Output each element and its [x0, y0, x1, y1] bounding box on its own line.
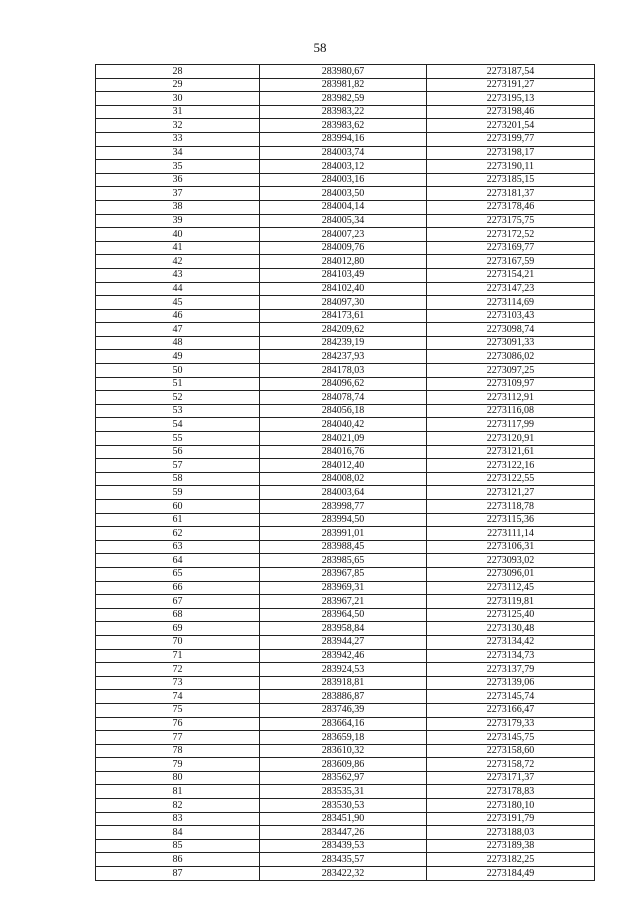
y-coordinate-cell: 2273184,49 [427, 867, 595, 881]
table-row [96, 432, 595, 446]
x-coordinate-cell: 284237,93 [260, 350, 427, 364]
y-coordinate-cell: 2273191,79 [427, 812, 595, 826]
table-row [96, 377, 595, 391]
point-number-cell: 75 [96, 703, 260, 717]
table-row [96, 119, 595, 133]
y-coordinate-cell: 2273134,42 [427, 635, 595, 649]
x-coordinate-cell: 284012,80 [260, 255, 427, 269]
y-coordinate-cell: 2273190,11 [427, 160, 595, 174]
x-coordinate-cell: 284239,19 [260, 336, 427, 350]
y-coordinate-cell: 2273112,45 [427, 581, 595, 595]
table-row [96, 581, 595, 595]
y-coordinate-cell: 2273137,79 [427, 663, 595, 677]
x-coordinate-cell: 283918,81 [260, 676, 427, 690]
x-coordinate-cell: 284178,03 [260, 364, 427, 378]
point-number-cell: 64 [96, 554, 260, 568]
table-row [96, 554, 595, 568]
x-coordinate-cell: 284003,16 [260, 173, 427, 187]
x-coordinate-cell: 284012,40 [260, 459, 427, 473]
table-row [96, 132, 595, 146]
x-coordinate-cell: 283983,22 [260, 105, 427, 119]
y-coordinate-cell: 2273096,01 [427, 567, 595, 581]
x-coordinate-cell: 284003,50 [260, 187, 427, 201]
table-row [96, 567, 595, 581]
y-coordinate-cell: 2273106,31 [427, 540, 595, 554]
point-number-cell: 68 [96, 608, 260, 622]
point-number-cell: 49 [96, 350, 260, 364]
table-row [96, 78, 595, 92]
y-coordinate-cell: 2273091,33 [427, 336, 595, 350]
y-coordinate-cell: 2273178,46 [427, 200, 595, 214]
table-row [96, 527, 595, 541]
x-coordinate-cell: 284173,61 [260, 309, 427, 323]
table-row [96, 771, 595, 785]
point-number-cell: 55 [96, 432, 260, 446]
point-number-cell: 31 [96, 105, 260, 119]
y-coordinate-cell: 2273189,38 [427, 839, 595, 853]
table-row [96, 622, 595, 636]
y-coordinate-cell: 2273158,60 [427, 744, 595, 758]
coordinates-table [95, 64, 595, 881]
x-coordinate-cell: 284003,74 [260, 146, 427, 160]
y-coordinate-cell: 2273109,97 [427, 377, 595, 391]
table-row [96, 595, 595, 609]
point-number-cell: 86 [96, 853, 260, 867]
table-row [96, 703, 595, 717]
table-row [96, 309, 595, 323]
x-coordinate-cell: 284078,74 [260, 391, 427, 405]
x-coordinate-cell: 283994,50 [260, 513, 427, 527]
x-coordinate-cell: 283447,26 [260, 826, 427, 840]
table-row [96, 187, 595, 201]
point-number-cell: 63 [96, 540, 260, 554]
y-coordinate-cell: 2273145,74 [427, 690, 595, 704]
y-coordinate-cell: 2273121,61 [427, 445, 595, 459]
table-row [96, 241, 595, 255]
x-coordinate-cell: 283530,53 [260, 799, 427, 813]
x-coordinate-cell: 284003,12 [260, 160, 427, 174]
table-row [96, 853, 595, 867]
table-row [96, 160, 595, 174]
point-number-cell: 87 [96, 867, 260, 881]
point-number-cell: 74 [96, 690, 260, 704]
y-coordinate-cell: 2273185,15 [427, 173, 595, 187]
x-coordinate-cell: 284003,64 [260, 486, 427, 500]
x-coordinate-cell: 283967,21 [260, 595, 427, 609]
point-number-cell: 29 [96, 78, 260, 92]
point-number-cell: 80 [96, 771, 260, 785]
point-number-cell: 34 [96, 146, 260, 160]
y-coordinate-cell: 2273097,25 [427, 364, 595, 378]
point-number-cell: 50 [96, 364, 260, 378]
table-row [96, 418, 595, 432]
point-number-cell: 57 [96, 459, 260, 473]
x-coordinate-cell: 283746,39 [260, 703, 427, 717]
point-number-cell: 48 [96, 336, 260, 350]
table-row [96, 635, 595, 649]
x-coordinate-cell: 284056,18 [260, 404, 427, 418]
y-coordinate-cell: 2273122,16 [427, 459, 595, 473]
table-row [96, 391, 595, 405]
point-number-cell: 41 [96, 241, 260, 255]
table-row [96, 459, 595, 473]
table-row [96, 717, 595, 731]
x-coordinate-cell: 283664,16 [260, 717, 427, 731]
y-coordinate-cell: 2273181,37 [427, 187, 595, 201]
point-number-cell: 67 [96, 595, 260, 609]
y-coordinate-cell: 2273103,43 [427, 309, 595, 323]
x-coordinate-cell: 283435,57 [260, 853, 427, 867]
table-row [96, 799, 595, 813]
y-coordinate-cell: 2273098,74 [427, 323, 595, 337]
point-number-cell: 61 [96, 513, 260, 527]
x-coordinate-cell: 284009,76 [260, 241, 427, 255]
y-coordinate-cell: 2273112,91 [427, 391, 595, 405]
point-number-cell: 40 [96, 228, 260, 242]
table-row [96, 540, 595, 554]
table-row [96, 200, 595, 214]
point-number-cell: 77 [96, 731, 260, 745]
y-coordinate-cell: 2273125,40 [427, 608, 595, 622]
x-coordinate-cell: 284096,62 [260, 377, 427, 391]
table-row [96, 486, 595, 500]
point-number-cell: 66 [96, 581, 260, 595]
table-row [96, 146, 595, 160]
x-coordinate-cell: 283994,16 [260, 132, 427, 146]
table-row [96, 663, 595, 677]
y-coordinate-cell: 2273178,83 [427, 785, 595, 799]
y-coordinate-cell: 2273179,33 [427, 717, 595, 731]
y-coordinate-cell: 2273120,91 [427, 432, 595, 446]
y-coordinate-cell: 2273191,27 [427, 78, 595, 92]
table-row [96, 323, 595, 337]
x-coordinate-cell: 283981,82 [260, 78, 427, 92]
y-coordinate-cell: 2273086,02 [427, 350, 595, 364]
table-row [96, 812, 595, 826]
table-row [96, 785, 595, 799]
y-coordinate-cell: 2273130,48 [427, 622, 595, 636]
point-number-cell: 32 [96, 119, 260, 133]
table-row [96, 690, 595, 704]
table-row [96, 65, 595, 79]
table-row [96, 228, 595, 242]
table-row [96, 404, 595, 418]
y-coordinate-cell: 2273119,81 [427, 595, 595, 609]
x-coordinate-cell: 283562,97 [260, 771, 427, 785]
x-coordinate-cell: 283924,53 [260, 663, 427, 677]
table-row [96, 336, 595, 350]
table-row [96, 92, 595, 106]
point-number-cell: 73 [96, 676, 260, 690]
point-number-cell: 44 [96, 282, 260, 296]
x-coordinate-cell: 283659,18 [260, 731, 427, 745]
x-coordinate-cell: 283944,27 [260, 635, 427, 649]
point-number-cell: 82 [96, 799, 260, 813]
point-number-cell: 79 [96, 758, 260, 772]
table-row [96, 255, 595, 269]
y-coordinate-cell: 2273166,47 [427, 703, 595, 717]
x-coordinate-cell: 284040,42 [260, 418, 427, 432]
x-coordinate-cell: 283886,87 [260, 690, 427, 704]
y-coordinate-cell: 2273201,54 [427, 119, 595, 133]
x-coordinate-cell: 283958,84 [260, 622, 427, 636]
table-row [96, 867, 595, 881]
y-coordinate-cell: 2273118,78 [427, 500, 595, 514]
x-coordinate-cell: 284008,02 [260, 472, 427, 486]
y-coordinate-cell: 2273195,13 [427, 92, 595, 106]
table-row [96, 472, 595, 486]
x-coordinate-cell: 284103,49 [260, 268, 427, 282]
x-coordinate-cell: 283967,85 [260, 567, 427, 581]
point-number-cell: 78 [96, 744, 260, 758]
page-number: 58 [313, 40, 327, 55]
x-coordinate-cell: 284102,40 [260, 282, 427, 296]
point-number-cell: 56 [96, 445, 260, 459]
y-coordinate-cell: 2273199,77 [427, 132, 595, 146]
point-number-cell: 39 [96, 214, 260, 228]
table-row [96, 105, 595, 119]
y-coordinate-cell: 2273188,03 [427, 826, 595, 840]
table-row [96, 731, 595, 745]
x-coordinate-cell: 283964,50 [260, 608, 427, 622]
y-coordinate-cell: 2273115,36 [427, 513, 595, 527]
x-coordinate-cell: 283988,45 [260, 540, 427, 554]
y-coordinate-cell: 2273169,77 [427, 241, 595, 255]
y-coordinate-cell: 2273121,27 [427, 486, 595, 500]
x-coordinate-cell: 284004,14 [260, 200, 427, 214]
point-number-cell: 84 [96, 826, 260, 840]
point-number-cell: 43 [96, 268, 260, 282]
point-number-cell: 45 [96, 296, 260, 310]
point-number-cell: 59 [96, 486, 260, 500]
y-coordinate-cell: 2273116,08 [427, 404, 595, 418]
point-number-cell: 58 [96, 472, 260, 486]
table-row [96, 445, 595, 459]
point-number-cell: 53 [96, 404, 260, 418]
point-number-cell: 42 [96, 255, 260, 269]
x-coordinate-cell: 284005,34 [260, 214, 427, 228]
x-coordinate-cell: 283610,32 [260, 744, 427, 758]
y-coordinate-cell: 2273198,17 [427, 146, 595, 160]
table-row [96, 758, 595, 772]
y-coordinate-cell: 2273111,14 [427, 527, 595, 541]
x-coordinate-cell: 284097,30 [260, 296, 427, 310]
x-coordinate-cell: 283451,90 [260, 812, 427, 826]
y-coordinate-cell: 2273114,69 [427, 296, 595, 310]
y-coordinate-cell: 2273122,55 [427, 472, 595, 486]
table-row [96, 173, 595, 187]
table-row [96, 649, 595, 663]
y-coordinate-cell: 2273147,23 [427, 282, 595, 296]
table-row [96, 744, 595, 758]
y-coordinate-cell: 2273198,46 [427, 105, 595, 119]
y-coordinate-cell: 2273145,75 [427, 731, 595, 745]
table-row [96, 214, 595, 228]
x-coordinate-cell: 283983,62 [260, 119, 427, 133]
table-row [96, 826, 595, 840]
x-coordinate-cell: 283535,31 [260, 785, 427, 799]
y-coordinate-cell: 2273175,75 [427, 214, 595, 228]
point-number-cell: 30 [96, 92, 260, 106]
x-coordinate-cell: 283422,32 [260, 867, 427, 881]
point-number-cell: 35 [96, 160, 260, 174]
table-row [96, 513, 595, 527]
x-coordinate-cell: 283998,77 [260, 500, 427, 514]
x-coordinate-cell: 283980,67 [260, 65, 427, 79]
y-coordinate-cell: 2273154,21 [427, 268, 595, 282]
point-number-cell: 52 [96, 391, 260, 405]
x-coordinate-cell: 283991,01 [260, 527, 427, 541]
table-row [96, 500, 595, 514]
x-coordinate-cell: 284007,23 [260, 228, 427, 242]
point-number-cell: 37 [96, 187, 260, 201]
x-coordinate-cell: 283982,59 [260, 92, 427, 106]
coordinates-table-body [96, 65, 595, 881]
table-row [96, 282, 595, 296]
table-row [96, 364, 595, 378]
point-number-cell: 71 [96, 649, 260, 663]
point-number-cell: 72 [96, 663, 260, 677]
y-coordinate-cell: 2273117,99 [427, 418, 595, 432]
x-coordinate-cell: 283439,53 [260, 839, 427, 853]
x-coordinate-cell: 284209,62 [260, 323, 427, 337]
y-coordinate-cell: 2273134,73 [427, 649, 595, 663]
point-number-cell: 28 [96, 65, 260, 79]
y-coordinate-cell: 2273139,06 [427, 676, 595, 690]
y-coordinate-cell: 2273167,59 [427, 255, 595, 269]
point-number-cell: 60 [96, 500, 260, 514]
point-number-cell: 54 [96, 418, 260, 432]
y-coordinate-cell: 2273171,37 [427, 771, 595, 785]
point-number-cell: 85 [96, 839, 260, 853]
point-number-cell: 33 [96, 132, 260, 146]
point-number-cell: 69 [96, 622, 260, 636]
y-coordinate-cell: 2273182,25 [427, 853, 595, 867]
point-number-cell: 76 [96, 717, 260, 731]
point-number-cell: 36 [96, 173, 260, 187]
y-coordinate-cell: 2273158,72 [427, 758, 595, 772]
point-number-cell: 81 [96, 785, 260, 799]
y-coordinate-cell: 2273180,10 [427, 799, 595, 813]
y-coordinate-cell: 2273093,02 [427, 554, 595, 568]
table-row [96, 296, 595, 310]
y-coordinate-cell: 2273187,54 [427, 65, 595, 79]
x-coordinate-cell: 283985,65 [260, 554, 427, 568]
point-number-cell: 38 [96, 200, 260, 214]
table-row [96, 608, 595, 622]
point-number-cell: 65 [96, 567, 260, 581]
y-coordinate-cell: 2273172,52 [427, 228, 595, 242]
x-coordinate-cell: 283609,86 [260, 758, 427, 772]
point-number-cell: 51 [96, 377, 260, 391]
point-number-cell: 46 [96, 309, 260, 323]
x-coordinate-cell: 283969,31 [260, 581, 427, 595]
table-row [96, 676, 595, 690]
point-number-cell: 70 [96, 635, 260, 649]
x-coordinate-cell: 284016,76 [260, 445, 427, 459]
x-coordinate-cell: 283942,46 [260, 649, 427, 663]
point-number-cell: 83 [96, 812, 260, 826]
point-number-cell: 47 [96, 323, 260, 337]
point-number-cell: 62 [96, 527, 260, 541]
table-row [96, 350, 595, 364]
table-row [96, 839, 595, 853]
table-row [96, 268, 595, 282]
x-coordinate-cell: 284021,09 [260, 432, 427, 446]
